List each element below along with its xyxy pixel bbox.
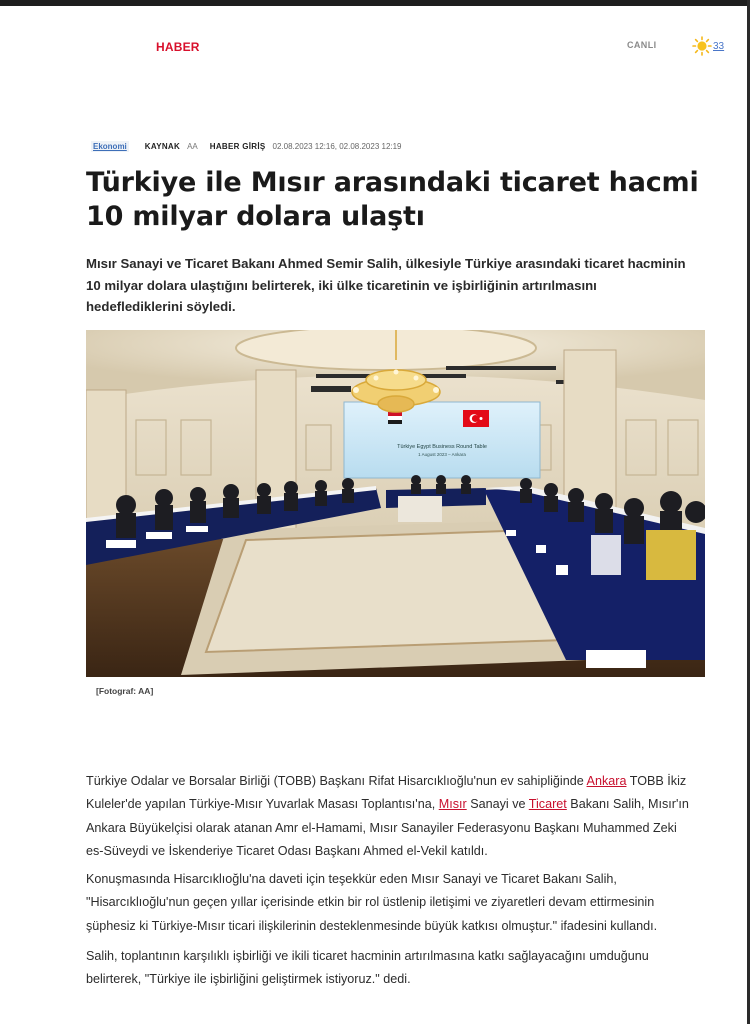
article-photo[interactable] (86, 330, 705, 677)
article-meta (91, 140, 402, 152)
live-link[interactable]: CANLI (627, 40, 657, 50)
site-logo[interactable]: HABER (156, 40, 200, 54)
link-misir[interactable]: Mısır (438, 797, 467, 812)
article-paragraph-3: Salih, toplantının karşılıklı işbirliği ve ikili ticaret hacminin artırılmasına katkı sağlayacağını umduğunu belirterek, "Türkiye ile işbirliğini geliştirmek istiyoruz." dedi. (86, 949, 649, 987)
screen-title: Türkiye Egypt Business Round Table (397, 444, 487, 450)
weather-widget[interactable] (692, 36, 724, 56)
link-ankara[interactable]: Ankara (586, 774, 627, 788)
link-ticaret[interactable]: Ticaret (528, 797, 567, 812)
screen-date: 1 August 2023 – Ankara (418, 452, 466, 457)
source-value: AA (187, 141, 198, 151)
category-link[interactable]: Ekonomi (93, 141, 127, 151)
p1-text-1: Türkiye Odalar ve Borsalar Birliği (TOBB) Başkanı Rifat Hisarcıklıoğlu'nun ev sahipliğinde (86, 774, 587, 788)
p1-text-4: Bakanı Salih, Mısır'ın Ankara Büyükelçisi olarak atanan Amr el-Hamami, Mısır Sanayiler Federasyonu Başkanı Muhammed Zeki es-Süveydi ve İskenderiye Ticaret Odası Başkanı Ahmed el-Vekil katıldı. (86, 797, 689, 858)
source-label: KAYNAK (144, 141, 181, 151)
article-paragraph-1 (86, 770, 696, 863)
article-lead: Mısır Sanayi ve Ticaret Bakanı Ahmed Semir Salih, ülkesiyle Türkiye arasındaki ticaret hacminin 10 milyar dolara ulaştığını belirterek, iki ülke ticaretinin ve işbirliğinin artırılmasını hedeflediklerini söyledi. (86, 256, 686, 314)
p1-text-2: TOBB İkiz Kuleler'de yapılan Türkiye-Mısır Yuvarlak Masası Toplantısı'na, (86, 774, 687, 812)
site-header (0, 6, 747, 86)
publish-dates: 02.08.2023 12:16, 02.08.2023 12:19 (272, 141, 402, 151)
article-paragraph-2: Konuşmasında Hisarcıklıoğlu'na daveti için teşekkür eden Mısır Sanayi ve Ticaret Bakanı Salih, "Hisarcıklıoğlu'nun geçen yıllar içerisinde etkin bir rol üstlenip iletişimi ve ziyaretleri devam ettirmesinin şüphesiz ki Türkiye-Mısır ticari ilişkilerinin desteklenmesinde büyük katkısı olmuştur." ifadesini kullandı. (86, 872, 658, 933)
photo-caption: [Fotograf: AA] (96, 686, 154, 696)
entry-label: HABER GİRİŞ (209, 141, 266, 151)
sun-icon (692, 36, 712, 56)
p1-text-3: Sanayi ve (466, 797, 529, 812)
article-title: Türkiye ile Mısır arasındaki ticaret hacmi 10 milyar dolara ulaştı (86, 167, 699, 232)
temperature[interactable]: 33 (713, 40, 725, 52)
